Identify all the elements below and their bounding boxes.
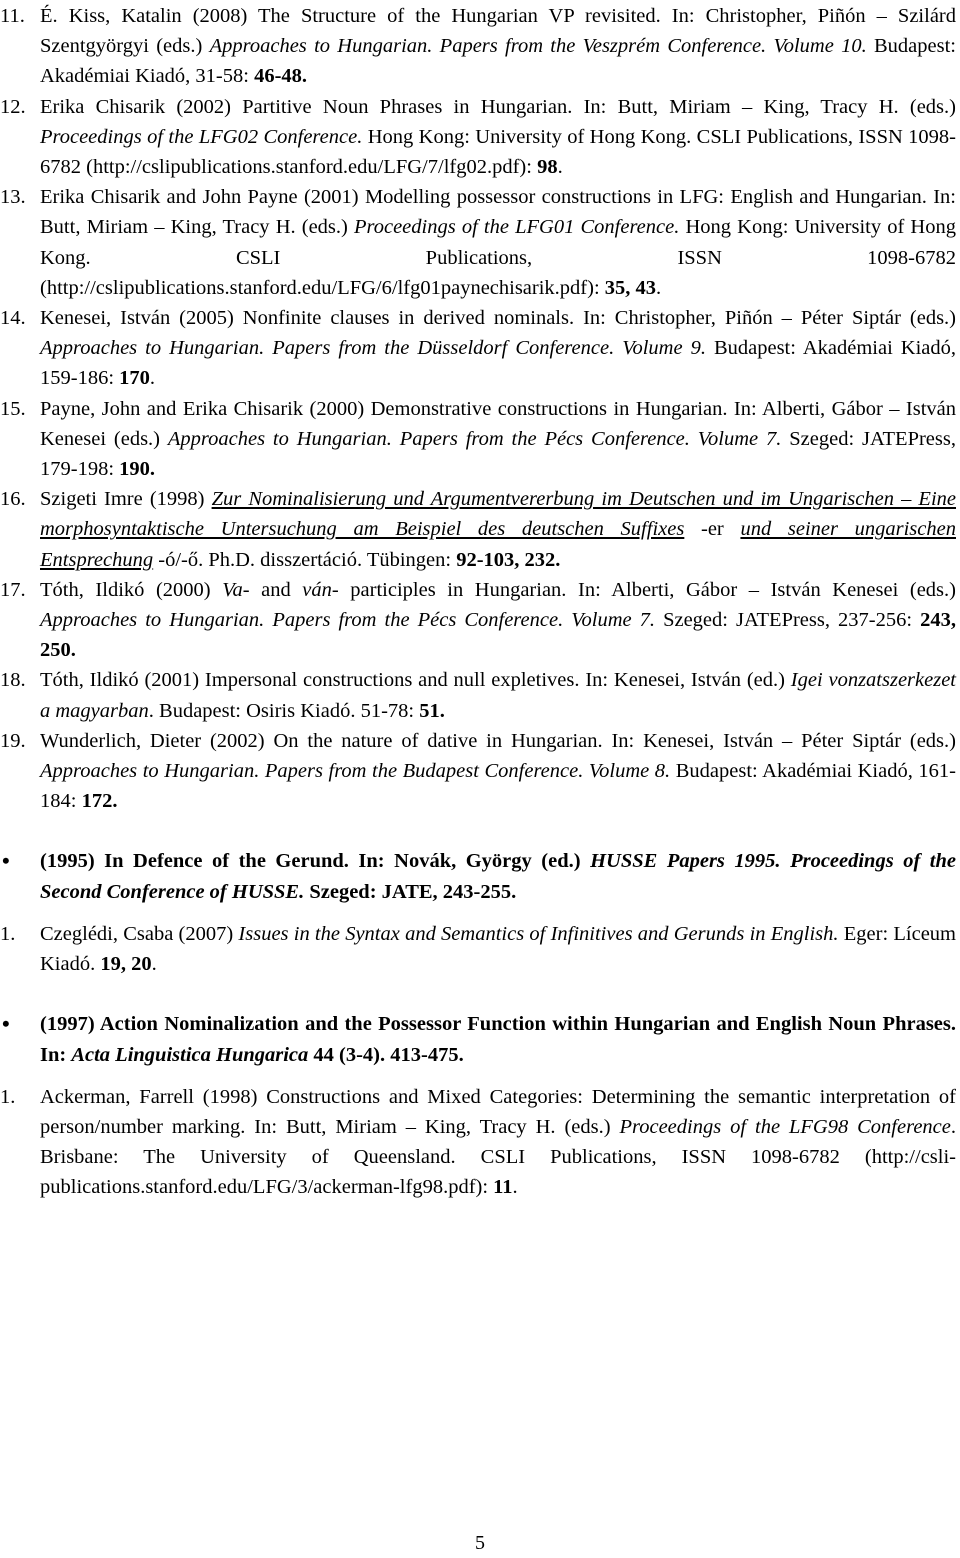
reference-text — [40, 5, 956, 87]
text-segment: . — [149, 367, 156, 390]
reference-entry — [0, 484, 960, 575]
publication-title — [40, 850, 956, 902]
text-segment: -er — [684, 518, 741, 541]
bullet-icon: • — [2, 1011, 10, 1037]
italic-text: ván- — [302, 578, 339, 601]
reference-entry — [0, 303, 960, 394]
reference-text — [40, 923, 956, 975]
text-segment: Payne, John and Erika Chisarik (2000) Demonstrative constructions in Hungarian. In: Alberti, Gábor – István Kenesei (eds.) — [40, 397, 956, 450]
bold-text: 19, 20 — [100, 953, 152, 976]
reference-text — [40, 1086, 956, 1199]
reference-text — [40, 307, 956, 389]
bold-text: 98 — [537, 156, 558, 179]
text-segment: Erika Chisarik (2002) Partitive Noun Phrases in Hungarian. In: Butt, Miriam – King, Tracy H. (eds.) — [40, 95, 956, 118]
bold-text: 92-103, 232. — [456, 548, 561, 571]
text-segment: participles in Hungarian. In: Alberti, Gábor – István Kenesei (eds.) — [338, 578, 956, 601]
italic-text: Acta Linguistica Hungarica — [71, 1043, 309, 1066]
reference-number: 17. — [0, 578, 26, 601]
reference-text — [40, 96, 956, 178]
spacer — [0, 816, 960, 846]
document-page — [0, 1, 960, 1203]
reference-number: 16. — [0, 488, 26, 511]
reference-entry — [0, 394, 960, 485]
italic-text: Approaches to Hungarian. Papers from the Düsseldorf Conference. Volume 9. — [40, 337, 706, 360]
bold-text: 51. — [419, 699, 445, 722]
reference-entry — [0, 1, 960, 92]
text-segment: . — [656, 276, 662, 299]
italic-text: Issues in the Syntax and Semantics of Infinitives and Gerunds in English. — [238, 922, 839, 945]
reference-entry — [0, 919, 960, 979]
text-segment: . — [557, 156, 563, 179]
italic-text: HUSSE Papers 1995. Proceedings of the Second Conference of HUSSE. — [40, 850, 956, 903]
spacer — [0, 1070, 960, 1082]
bold-text: 11 — [493, 1176, 513, 1199]
italic-text: Zur Nominalisierung und Argumentvererbung im Deutschen und im Ungarischen – Eine morphosyntaktische Untersuchung am Beispiel des deutschen Suffixes — [40, 488, 956, 541]
reference-number: 11. — [0, 5, 25, 27]
reference-entry — [0, 726, 960, 817]
bold-text: (1995) In Defence of the Gerund. In: Novák, György (ed.) — [40, 850, 591, 873]
italic-text: Approaches to Hungarian. Papers from the Veszprém Conference. Volume 10. — [209, 35, 867, 58]
reference-list — [0, 1082, 960, 1203]
italic-text: Proceedings of the LFG98 Conference — [619, 1115, 951, 1138]
text-segment: Szigeti Imre (1998) — [40, 488, 212, 511]
reference-entry — [0, 665, 960, 725]
reference-list — [0, 1, 960, 816]
text-segment: Czeglédi, Csaba (2007) — [40, 922, 239, 945]
text-segment: Hong Kong: University of Hong Kong. CSLI Publications, ISSN 1098-6782 (http://cslipublications.stanford.edu/LFG/6/lfg01paynechisarik.pdf): — [40, 216, 956, 299]
text-segment: . — [512, 1176, 518, 1199]
reference-number: 18. — [0, 669, 26, 692]
bold-text: 243, 250. — [40, 609, 956, 662]
reference-entry — [0, 1082, 960, 1203]
reference-entry — [0, 92, 960, 183]
reference-number: 1. — [0, 1085, 16, 1108]
bold-text: 190. — [119, 458, 156, 481]
text-segment: É. Kiss, Katalin (2008) The Structure of the Hungarian VP revisited. In: Christopher, Piñón – Szilárd Szentgyörgyi (eds.) — [40, 5, 956, 58]
text-segment: Szeged: JATEPress, 179-198: — [40, 427, 956, 481]
text-segment: Budapest: Akadémiai Kiadó, 159-186: — [40, 337, 957, 390]
reference-number: 12. — [0, 95, 26, 118]
reference-text — [40, 730, 956, 812]
reference-text — [40, 579, 956, 661]
text-segment: Kenesei, István (2005) Nonfinite clauses in derived nominals. In: Christopher, Piñón – Péter Siptár (eds.) — [40, 307, 956, 330]
italic-text: Igei vonzatszerkezet a magyarban — [40, 669, 957, 722]
page-number: 5 — [475, 1532, 485, 1554]
bullet-icon: • — [2, 848, 10, 874]
bold-text: 46-48. — [254, 65, 308, 88]
text-segment: . — [151, 953, 157, 976]
reference-number: 1. — [0, 922, 16, 945]
italic-text: Approaches to Hungarian. Papers from the Pécs Conference. Volume 7. — [40, 609, 656, 632]
spacer — [0, 907, 960, 919]
text-segment: . Budapest: Osiris Kiadó. 51-78: — [148, 699, 420, 722]
reference-entry — [0, 182, 960, 303]
reference-text — [40, 398, 956, 480]
bold-text: Szeged: JATE, 243-255. — [304, 880, 517, 903]
italic-text: Proceedings of the LFG01 Conference. — [354, 216, 680, 239]
publication-heading-1997 — [0, 1009, 960, 1069]
text-segment: Ackerman, Farrell (1998) Constructions and Mixed Categories: Determining the semantic interpretation of person/number marking. In: Butt, Miriam – King, Tracy H. (eds.) — [40, 1085, 956, 1138]
bold-text: 172. — [81, 790, 118, 813]
reference-list — [0, 919, 960, 979]
bold-text: 44 (3-4). 413-475. — [308, 1043, 464, 1066]
bold-text: 170 — [119, 367, 150, 390]
text-segment: . Brisbane: The University of Queensland. CSLI Publications, ISSN 1098-6782 (http://csli-publications.stanford.edu/LFG/3/ackerman-lfg98.pdf): — [40, 1115, 956, 1199]
reference-number: 13. — [0, 186, 26, 209]
reference-text — [40, 186, 956, 299]
text-segment: Szeged: JATEPress, 237-256: — [655, 609, 921, 632]
italic-text: und seiner ungarischen Entsprechung — [40, 518, 956, 571]
spacer — [0, 979, 960, 1009]
text-segment: Budapest: Akadémiai Kiadó, 31-58: — [40, 35, 956, 88]
italic-text: Approaches to Hungarian. Papers from the Budapest Conference. Volume 8. — [40, 760, 671, 783]
italic-text: Approaches to Hungarian. Papers from the Pécs Conference. Volume 7. — [167, 427, 782, 450]
publication-heading-1995 — [0, 846, 960, 906]
reference-text — [40, 669, 956, 721]
text-segment: Erika Chisarik and John Payne (2001) Modelling possessor constructions in LFG: English and Hungarian. In: Butt, Miriam – King, Tracy H. (eds.) — [40, 186, 956, 239]
italic-text: Va- — [222, 578, 250, 601]
text-segment: Eger: Líceum Kiadó. — [40, 922, 956, 976]
bold-text: 35, 43 — [604, 276, 657, 299]
text-segment: Tóth, Ildikó (2000) — [40, 578, 223, 601]
bold-text: (1997) Action Nominalization and the Possessor Function within Hungarian and English Noun Phrases. In: — [40, 1013, 956, 1066]
reference-number: 15. — [0, 397, 26, 420]
italic-text: Proceedings of the LFG02 Conference. — [40, 125, 363, 148]
text-segment: Budapest: Akadémiai Kiadó, 161-184: — [40, 760, 956, 813]
publication-title — [40, 1013, 956, 1065]
reference-number: 14. — [0, 307, 26, 330]
reference-text — [40, 488, 956, 570]
reference-entry — [0, 575, 960, 666]
text-segment: -ó/-ő. Ph.D. disszertáció. Tübingen: — [153, 548, 457, 571]
text-segment: and — [249, 578, 303, 601]
reference-number: 19. — [0, 729, 26, 752]
text-segment: Wunderlich, Dieter (2002) On the nature of dative in Hungarian. In: Kenesei, István – Péter Siptár (eds.) — [40, 729, 956, 752]
text-segment: Tóth, Ildikó (2001) Impersonal constructions and null expletives. In: Kenesei, István (ed.) — [40, 669, 791, 692]
text-segment: Hong Kong: University of Hong Kong. CSLI Publications, ISSN 1098-6782 (http://cslipublications.stanford.edu/LFG/7/lfg02.pdf): — [40, 125, 956, 179]
